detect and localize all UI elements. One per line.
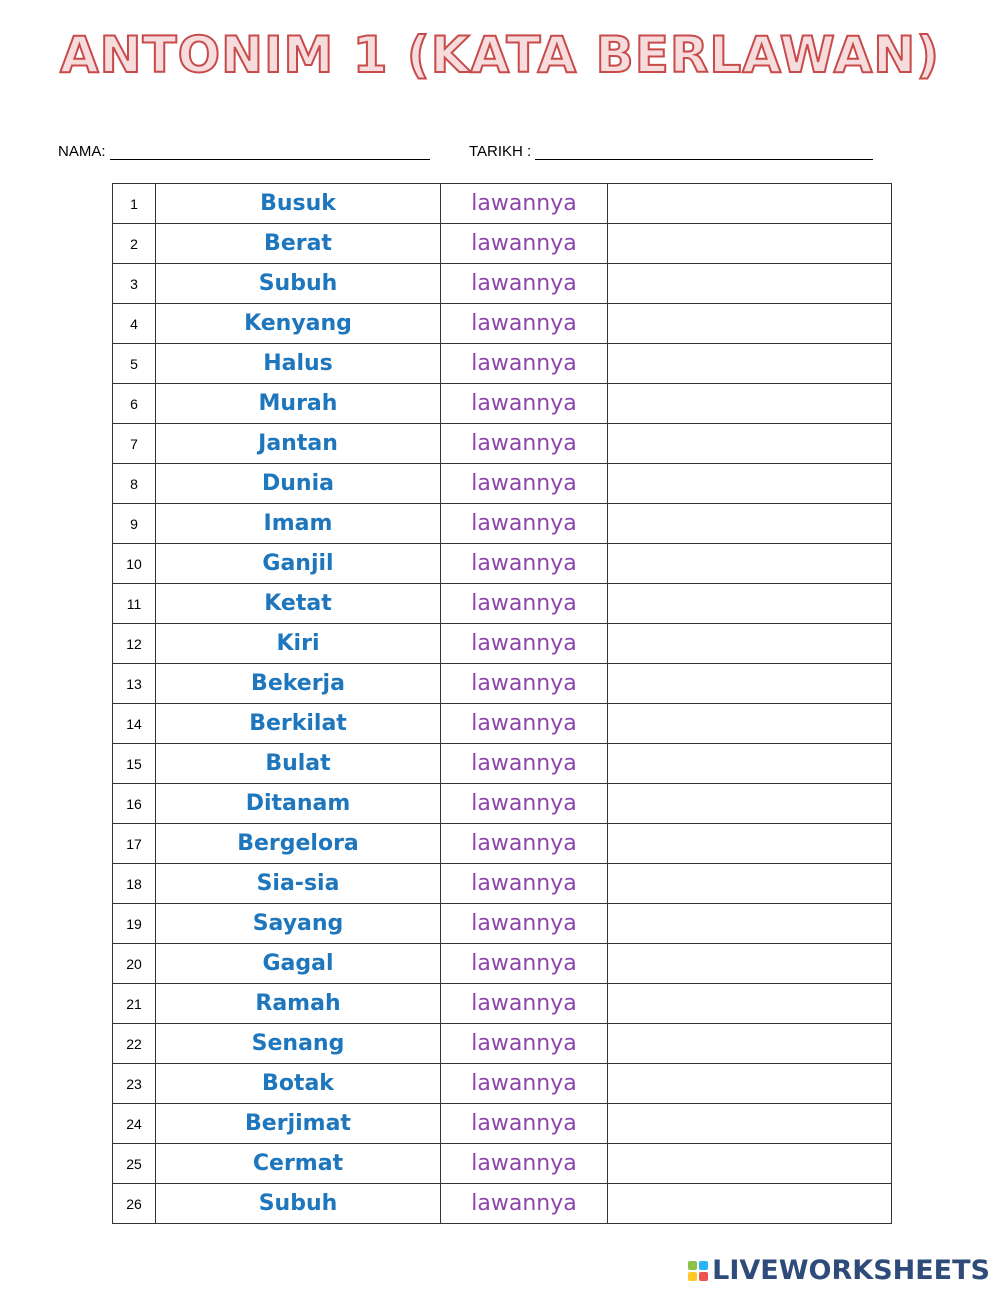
table-row bbox=[113, 864, 892, 904]
table-row bbox=[113, 784, 892, 824]
answer-cell[interactable] bbox=[608, 1184, 892, 1224]
word-cell: Gagal bbox=[156, 944, 441, 984]
word-cell: Imam bbox=[156, 504, 441, 544]
word-cell: Ditanam bbox=[156, 784, 441, 824]
word-cell: Bulat bbox=[156, 744, 441, 784]
logo-square bbox=[699, 1272, 708, 1281]
row-number: 25 bbox=[113, 1144, 156, 1184]
answer-cell[interactable] bbox=[608, 784, 892, 824]
liveworksheets-logo-icon bbox=[688, 1261, 708, 1281]
row-number: 2 bbox=[113, 224, 156, 264]
logo-square bbox=[699, 1261, 708, 1270]
hint-cell: lawannya bbox=[441, 984, 608, 1024]
hint-cell: lawannya bbox=[441, 184, 608, 224]
answer-cell[interactable] bbox=[608, 464, 892, 504]
row-number: 12 bbox=[113, 624, 156, 664]
hint-cell: lawannya bbox=[441, 1144, 608, 1184]
date-field bbox=[469, 143, 873, 160]
table-row bbox=[113, 984, 892, 1024]
row-number: 22 bbox=[113, 1024, 156, 1064]
hint-cell: lawannya bbox=[441, 464, 608, 504]
word-cell: Bekerja bbox=[156, 664, 441, 704]
answer-cell[interactable] bbox=[608, 704, 892, 744]
row-number: 14 bbox=[113, 704, 156, 744]
row-number: 3 bbox=[113, 264, 156, 304]
answer-cell[interactable] bbox=[608, 544, 892, 584]
row-number: 5 bbox=[113, 344, 156, 384]
row-number: 8 bbox=[113, 464, 156, 504]
word-cell: Subuh bbox=[156, 264, 441, 304]
answer-cell[interactable] bbox=[608, 1024, 892, 1064]
word-cell: Halus bbox=[156, 344, 441, 384]
student-info-row bbox=[58, 143, 938, 165]
date-label: TARIKH : bbox=[469, 143, 532, 160]
answer-cell[interactable] bbox=[608, 944, 892, 984]
row-number: 26 bbox=[113, 1184, 156, 1224]
answer-cell[interactable] bbox=[608, 424, 892, 464]
row-number: 10 bbox=[113, 544, 156, 584]
word-cell: Bergelora bbox=[156, 824, 441, 864]
hint-cell: lawannya bbox=[441, 944, 608, 984]
word-cell: Dunia bbox=[156, 464, 441, 504]
table-row bbox=[113, 464, 892, 504]
hint-cell: lawannya bbox=[441, 624, 608, 664]
answer-cell[interactable] bbox=[608, 1104, 892, 1144]
name-field bbox=[58, 143, 430, 160]
word-cell: Kenyang bbox=[156, 304, 441, 344]
table-row bbox=[113, 1144, 892, 1184]
word-cell: Botak bbox=[156, 1064, 441, 1104]
hint-cell: lawannya bbox=[441, 904, 608, 944]
hint-cell: lawannya bbox=[441, 584, 608, 624]
row-number: 16 bbox=[113, 784, 156, 824]
hint-cell: lawannya bbox=[441, 344, 608, 384]
table-row bbox=[113, 264, 892, 304]
answer-cell[interactable] bbox=[608, 1144, 892, 1184]
row-number: 11 bbox=[113, 584, 156, 624]
row-number: 21 bbox=[113, 984, 156, 1024]
table-row bbox=[113, 904, 892, 944]
answer-cell[interactable] bbox=[608, 304, 892, 344]
table-row bbox=[113, 624, 892, 664]
hint-cell: lawannya bbox=[441, 1024, 608, 1064]
row-number: 6 bbox=[113, 384, 156, 424]
table-row bbox=[113, 384, 892, 424]
hint-cell: lawannya bbox=[441, 864, 608, 904]
answer-cell[interactable] bbox=[608, 1064, 892, 1104]
hint-cell: lawannya bbox=[441, 784, 608, 824]
name-label: NAMA: bbox=[58, 143, 106, 160]
word-cell: Cermat bbox=[156, 1144, 441, 1184]
logo-square bbox=[688, 1261, 697, 1270]
word-cell: Kiri bbox=[156, 624, 441, 664]
table-row bbox=[113, 1104, 892, 1144]
name-blank-line bbox=[110, 145, 430, 160]
brand-name: LIVEWORKSHEETS bbox=[712, 1255, 990, 1286]
answer-cell[interactable] bbox=[608, 664, 892, 704]
table-row bbox=[113, 1064, 892, 1104]
hint-cell: lawannya bbox=[441, 704, 608, 744]
word-cell: Ketat bbox=[156, 584, 441, 624]
word-cell: Berkilat bbox=[156, 704, 441, 744]
row-number: 20 bbox=[113, 944, 156, 984]
answer-cell[interactable] bbox=[608, 264, 892, 304]
table-row bbox=[113, 824, 892, 864]
table-row bbox=[113, 304, 892, 344]
hint-cell: lawannya bbox=[441, 304, 608, 344]
hint-cell: lawannya bbox=[441, 1064, 608, 1104]
word-cell: Sayang bbox=[156, 904, 441, 944]
table-row bbox=[113, 664, 892, 704]
hint-cell: lawannya bbox=[441, 744, 608, 784]
row-number: 19 bbox=[113, 904, 156, 944]
row-number: 24 bbox=[113, 1104, 156, 1144]
word-cell: Sia-sia bbox=[156, 864, 441, 904]
logo-square bbox=[688, 1272, 697, 1281]
table-row bbox=[113, 1184, 892, 1224]
word-cell: Busuk bbox=[156, 184, 441, 224]
table-row bbox=[113, 944, 892, 984]
table-row bbox=[113, 344, 892, 384]
liveworksheets-brand bbox=[688, 1255, 990, 1286]
row-number: 7 bbox=[113, 424, 156, 464]
table-row bbox=[113, 544, 892, 584]
answer-cell[interactable] bbox=[608, 584, 892, 624]
antonym-table bbox=[112, 183, 892, 1224]
date-blank-line bbox=[535, 145, 873, 160]
hint-cell: lawannya bbox=[441, 544, 608, 584]
hint-cell: lawannya bbox=[441, 1104, 608, 1144]
hint-cell: lawannya bbox=[441, 264, 608, 304]
word-cell: Murah bbox=[156, 384, 441, 424]
row-number: 4 bbox=[113, 304, 156, 344]
row-number: 13 bbox=[113, 664, 156, 704]
word-cell: Ganjil bbox=[156, 544, 441, 584]
answer-cell[interactable] bbox=[608, 624, 892, 664]
answer-cell[interactable] bbox=[608, 904, 892, 944]
answer-cell[interactable] bbox=[608, 824, 892, 864]
answer-cell[interactable] bbox=[608, 744, 892, 784]
row-number: 9 bbox=[113, 504, 156, 544]
hint-cell: lawannya bbox=[441, 824, 608, 864]
table-row bbox=[113, 224, 892, 264]
row-number: 23 bbox=[113, 1064, 156, 1104]
worksheet-title: ANTONIM 1 (KATA BERLAWAN) bbox=[59, 26, 941, 84]
answer-cell[interactable] bbox=[608, 504, 892, 544]
answer-cell[interactable] bbox=[608, 384, 892, 424]
table-row bbox=[113, 184, 892, 224]
row-number: 1 bbox=[113, 184, 156, 224]
word-cell: Berat bbox=[156, 224, 441, 264]
answer-cell[interactable] bbox=[608, 184, 892, 224]
row-number: 18 bbox=[113, 864, 156, 904]
table-row bbox=[113, 424, 892, 464]
hint-cell: lawannya bbox=[441, 424, 608, 464]
row-number: 17 bbox=[113, 824, 156, 864]
table-row bbox=[113, 584, 892, 624]
answer-cell[interactable] bbox=[608, 984, 892, 1024]
word-cell: Senang bbox=[156, 1024, 441, 1064]
row-number: 15 bbox=[113, 744, 156, 784]
hint-cell: lawannya bbox=[441, 1184, 608, 1224]
hint-cell: lawannya bbox=[441, 664, 608, 704]
table-row bbox=[113, 1024, 892, 1064]
word-cell: Jantan bbox=[156, 424, 441, 464]
answer-cell[interactable] bbox=[608, 224, 892, 264]
table-row bbox=[113, 744, 892, 784]
word-cell: Berjimat bbox=[156, 1104, 441, 1144]
hint-cell: lawannya bbox=[441, 504, 608, 544]
table-row bbox=[113, 704, 892, 744]
table-row bbox=[113, 504, 892, 544]
word-cell: Subuh bbox=[156, 1184, 441, 1224]
word-cell: Ramah bbox=[156, 984, 441, 1024]
answer-cell[interactable] bbox=[608, 344, 892, 384]
hint-cell: lawannya bbox=[441, 384, 608, 424]
answer-cell[interactable] bbox=[608, 864, 892, 904]
hint-cell: lawannya bbox=[441, 224, 608, 264]
